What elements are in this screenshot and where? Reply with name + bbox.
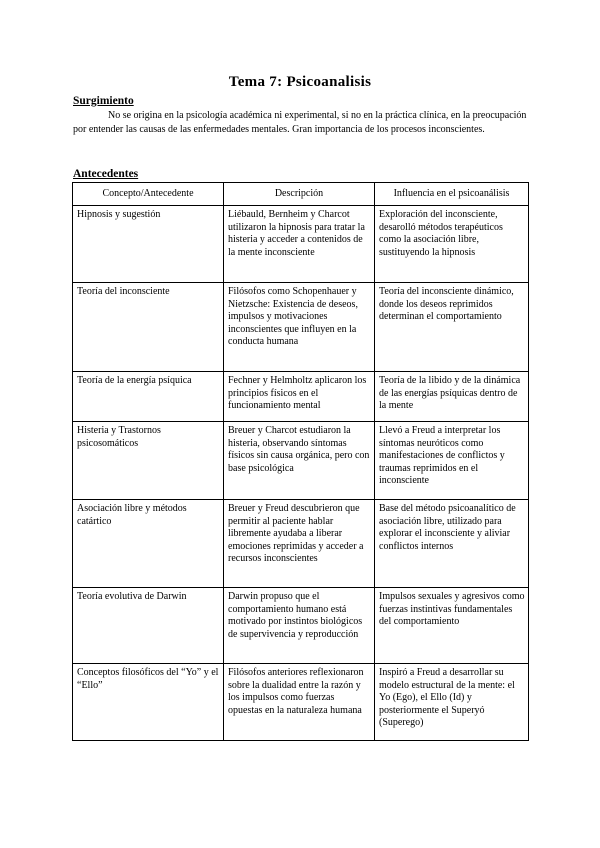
antecedentes-table (72, 182, 529, 741)
cell-concepto: Teoría evolutiva de Darwin (73, 588, 224, 664)
cell-descripcion: Fechner y Helmholtz aplicaron los principios físicos en el funcionamiento mental (224, 372, 375, 422)
section-heading-surgimiento: Surgimiento (73, 95, 134, 107)
table-row (73, 372, 529, 422)
cell-descripcion: Darwin propuso que el comportamiento humano está motivado por instintos biológicos de supervivencia y reproducción (224, 588, 375, 664)
table-row (73, 283, 529, 372)
table-row (73, 500, 529, 588)
cell-concepto: Conceptos filosóficos del “Yo” y el “Ello” (73, 664, 224, 741)
table-row (73, 664, 529, 741)
cell-influencia: Llevó a Freud a interpretar los síntomas neuróticos como manifestaciones de conflictos y traumas reprimidos en el inconsciente (375, 422, 529, 500)
cell-concepto: Teoría del inconsciente (73, 283, 224, 372)
column-header-descripcion: Descripción (224, 183, 375, 206)
cell-influencia: Exploración del inconsciente, desarolló métodos terapéuticos como la asociación libre, sustituyendo la hipnosis (375, 206, 529, 283)
cell-concepto: Asociación libre y métodos catártico (73, 500, 224, 588)
cell-descripcion: Filósofos anteriores reflexionaron sobre la dualidad entre la razón y los impulsos como fuerzas opuestas en la naturaleza humana (224, 664, 375, 741)
section-heading-antecedentes: Antecedentes (73, 168, 139, 180)
column-header-influencia: Influencia en el psicoanálisis (375, 183, 529, 206)
table-row (73, 422, 529, 500)
table-header-row (73, 183, 529, 206)
cell-influencia: Base del método psicoanalítico de asociación libre, utilizado para explorar el inconsciente y aliviar conflictos internos (375, 500, 529, 588)
cell-descripcion: Liébauld, Bernheim y Charcot utilizaron la hipnosis para tratar la histeria y acceder a contenidos de la mente inconsciente (224, 206, 375, 283)
cell-descripcion: Filósofos como Schopenhauer y Nietzsche: Existencia de deseos, impulsos y motivaciones inconscientes que influyen en la conducta humana (224, 283, 375, 372)
cell-influencia: Inspiró a Freud a desarrollar su modelo estructural de la mente: el Yo (Ego), el Ello (Id) y posteriormente el Superyó (Superego) (375, 664, 529, 741)
cell-influencia: Teoría del inconsciente dinámico, donde los deseos reprimidos determinan el comportamiento (375, 283, 529, 372)
document-title: Tema 7: Psicoanalisis (228, 74, 372, 90)
column-header-concepto: Concepto/Antecedente (73, 183, 224, 206)
cell-concepto: Teoría de la energía psíquica (73, 372, 224, 422)
surgimiento-paragraph: No se origina en la psicología académica ni experimental, si no en la práctica clínica, en la preocupación por entender las causas de las enfermedades mentales. Gran importancia de los procesos inconscientes. (73, 110, 527, 135)
cell-descripcion: Breuer y Charcot estudiaron la histeria, observando síntomas físicos sin causa orgánica, pero con base psicológica (224, 422, 375, 500)
cell-influencia: Teoría de la libido y de la dinámica de las energías psíquicas dentro de la mente (375, 372, 529, 422)
cell-concepto: Histeria y Trastornos psicosomáticos (73, 422, 224, 500)
cell-descripcion: Breuer y Freud descubrieron que permitir al paciente hablar libremente ayudaba a liberar emociones reprimidas y acceder a recursos inconscientes (224, 500, 375, 588)
cell-concepto: Hipnosis y sugestión (73, 206, 224, 283)
cell-influencia: Impulsos sexuales y agresivos como fuerzas instintivas fundamentales del comportamiento (375, 588, 529, 664)
table-row (73, 588, 529, 664)
table-row (73, 206, 529, 283)
